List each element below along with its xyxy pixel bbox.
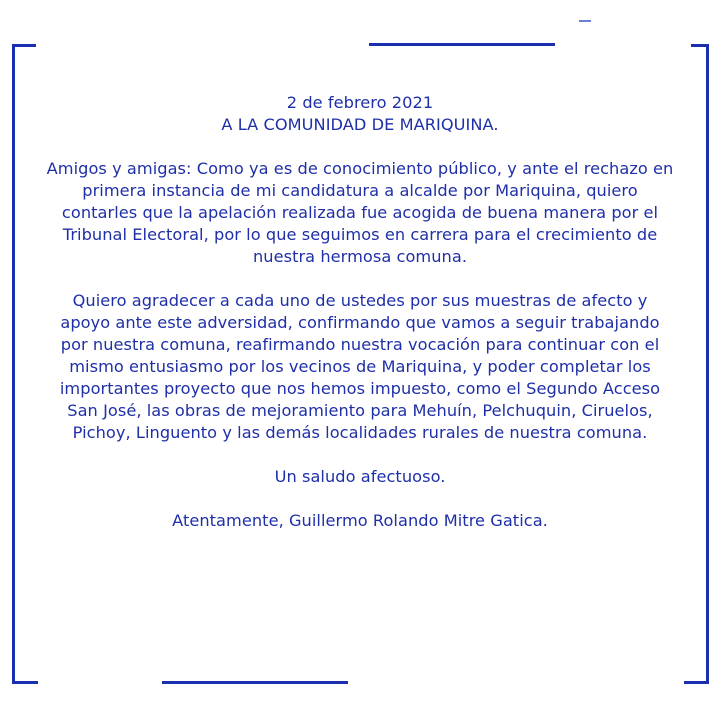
frame-corner-bottom-right-horizontal: [684, 681, 709, 684]
paragraph-2-line: mismo entusiasmo por los vecinos de Mariquina, y poder completar los: [69, 357, 651, 376]
paragraph-spacer: [30, 136, 690, 158]
frame-small-dash: [579, 20, 591, 22]
letter-body: [30, 92, 690, 532]
paragraph-1-line: Tribunal Electoral, por lo que seguimos en carrera para el crecimiento de: [62, 225, 658, 244]
paragraph-spacer: [30, 488, 690, 510]
paragraph-1-line: nuestra hermosa comuna.: [252, 247, 468, 266]
letter-recipient: A LA COMUNIDAD DE MARIQUINA.: [221, 115, 499, 134]
paragraph-spacer: [30, 268, 690, 290]
frame-corner-bottom-left-horizontal: [12, 681, 38, 684]
frame-left-line: [12, 44, 15, 684]
paragraph-2-line: Pichoy, Linguento y las demás localidades rurales de nuestra comuna.: [72, 423, 648, 442]
paragraph-spacer: [30, 444, 690, 466]
paragraph-2-line: apoyo ante este adversidad, confirmando que vamos a seguir trabajando: [60, 313, 660, 332]
paragraph-1: [30, 158, 690, 268]
paragraph-1-line: Amigos y amigas: Como ya es de conocimiento público, y ante el rechazo en: [46, 159, 674, 178]
paragraph-1-line: primera instancia de mi candidatura a alcalde por Mariquina, quiero: [82, 181, 638, 200]
frame-right-line: [706, 44, 709, 684]
frame-top-center-bar: [369, 43, 555, 46]
paragraph-2: [30, 290, 690, 444]
paragraph-2-line: importantes proyecto que nos hemos impuesto, como el Segundo Acceso: [59, 379, 661, 398]
letter-date: 2 de febrero 2021: [286, 93, 434, 112]
frame-bottom-center-bar: [162, 681, 348, 684]
letter-signature: Atentamente, Guillermo Rolando Mitre Gatica.: [172, 511, 548, 530]
paragraph-2-line: San José, las obras de mejoramiento para Mehuín, Pelchuquin, Ciruelos,: [67, 401, 653, 420]
paragraph-2-line: Quiero agradecer a cada uno de ustedes por sus muestras de afecto y: [72, 291, 648, 310]
paragraph-1-line: contarles que la apelación realizada fue acogida de buena manera por el: [61, 203, 659, 222]
frame-corner-top-left-horizontal: [12, 44, 36, 47]
letter-closing: Un saludo afectuoso.: [274, 467, 446, 486]
paragraph-2-line: por nuestra comuna, reafirmando nuestra vocación para continuar con el: [60, 335, 660, 354]
